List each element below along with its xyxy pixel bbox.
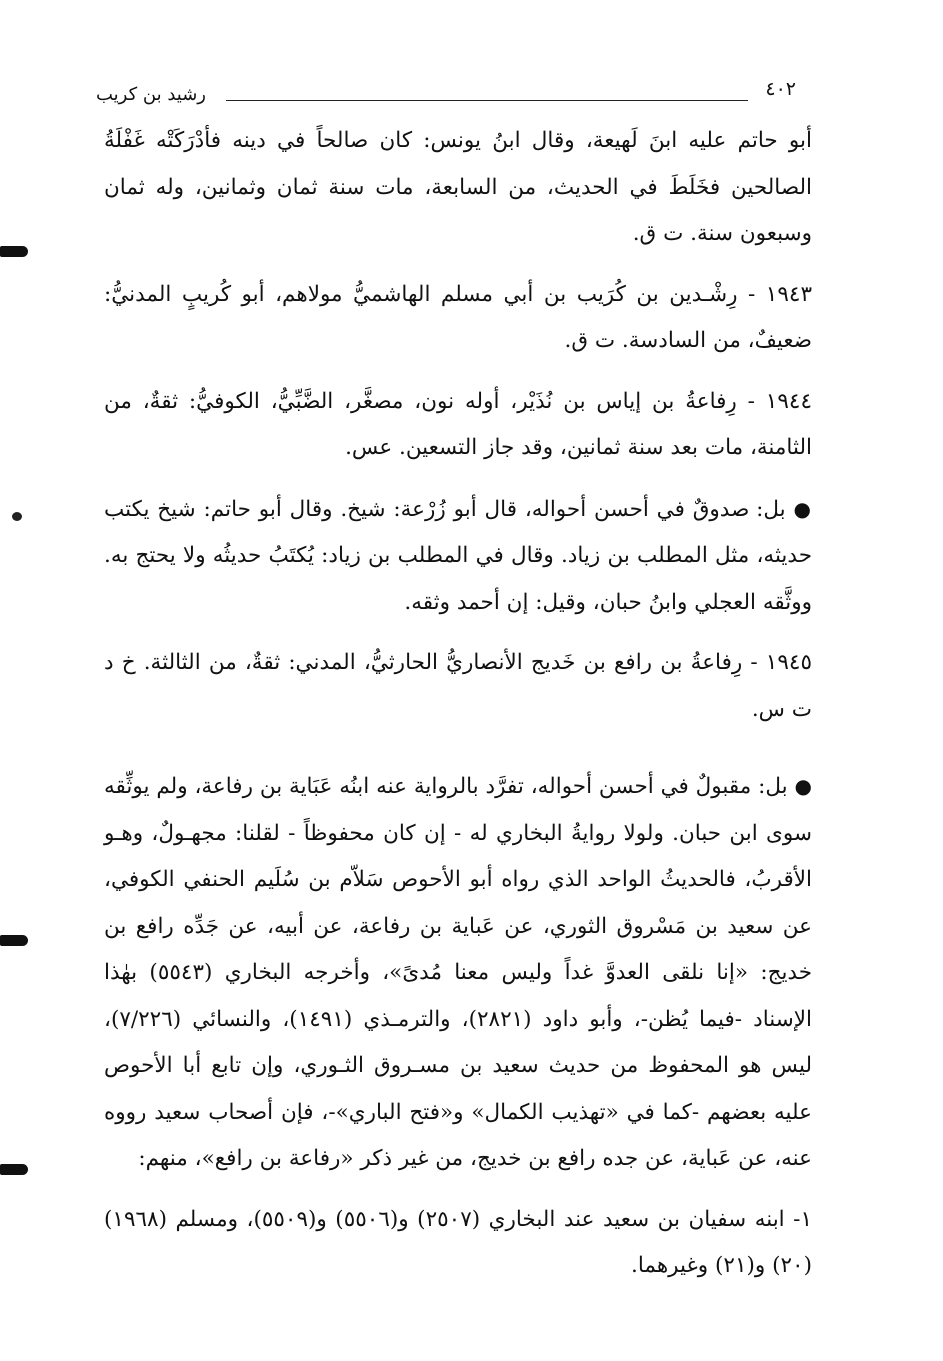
comment-1945 [104,763,812,1183]
entry-1943: ١٩٤٣ - رِشْـدين بن كُرَيب بن أبي مسلم الهاشميُّ مولاهم، أبو كُريبٍ المدنيُّ: ضعيفٌ، من السادسة. ت ق. [104,281,812,353]
entry-1945: ١٩٤٥ - رِفاعةُ بن رافع بن خَديج الأنصاريُّ الحارثيُّ، المدني: ثقةٌ، من الثالثة. خ د ت س. [104,650,812,722]
page-body [104,118,812,1290]
running-title: رشيد بن كريب [96,84,206,105]
scan-edge-mark [0,246,28,257]
scan-edge-mark [0,1164,28,1175]
bullet-icon: ● [794,774,813,798]
comment-1944 [104,486,812,627]
entry-1944: ١٩٤٤ - رِفاعةُ بن إياس بن نُذَيْر، أوله نون، مصغَّر، الضَّبِّيُّ، الكوفيُّ: ثقةٌ، من الثامنة، مات بعد سنة ثمانين، وقد جاز التسعين. عس. [104,388,812,460]
note-list-item-1: ١- ابنه سفيان بن سعيد عند البخاري (٢٥٠٧) و(٥٥٠٦) و(٥٥٠٩)، ومسلم (١٩٦٨) (٢٠) و(٢١) وغيرهما. [104,1206,812,1278]
paragraph-continuation: أبو حاتم عليه ابنَ لَهيعة، وقال ابنُ يونس: كان صالحاً في دينه فأدْرَكَتْه غَفْلَةُ الصالحين فخَلَطَ في الحديث، من السابعة، مات سنة ثمان وثمانين، وله ثمان وسبعون سنة. ت ق. [104,128,812,246]
page-header [96,78,796,108]
page-number: ٤٠٢ [765,78,796,100]
comment-1944-text: بل: صدوقٌ في أحسن أحواله، قال أبو زُرْعة: شيخ. وقال أبو حاتم: شيخ يكتب حديثه، مثل المطلب بن زياد. وقال في المطلب بن زياد: يُكتَبُ حديثُه ولا يحتج به. ووثَّقه العجلي وابنُ حبان، وقيل: إن أحمد وثقه. [104,496,812,615]
scan-edge-mark [0,935,28,946]
bullet-icon: ● [793,496,812,521]
comment-1945-text: بل: مقبولٌ في أحسن أحواله، تفرَّد بالرواية عنه ابنُه عَبَاية بن رفاعة، ولم يوثِّقه سوى ابن حبان. ولولا روايةُ البخاري له - إن كان محفوظاً - لقلنا: مجهـولٌ، وهـو الأقربُ، فالحديثُ الواحد الذي رواه أبو الأحوص سَلاّم بن سُلَيم الحنفي الكوفي، عن سعيد بن مَسْروق الثوري، عن عَباية بن رفاعة، عن أبيه، عن جَدِّه رافع بن خديج: «إنا نلقى العدوَّ غداً وليس معنا مُدىً»، وأخرجه البخاري (٥٥٤٣) بهٰذا الإسناد -فيما يُظن-، وأبو داود (٢٨٢١)، والترمـذي (١٤٩١)، والنسائي (٧/٢٢٦)، ليس هو المحفوظ من حديث سعيد بن مسـروق الثـوري، وإن تابع أبا الأحوص عليه بعضهم -كما في «تهذيب الكمال» و«فتح الباري»-، فإن أصحاب سعيد رووه عنه، عن عَباية، عن جده رافع بن خديج، من غير ذكر «رفاعة بن رافع»، منهم: [104,774,813,1171]
scan-edge-dot [12,512,22,521]
header-rule [226,100,748,101]
